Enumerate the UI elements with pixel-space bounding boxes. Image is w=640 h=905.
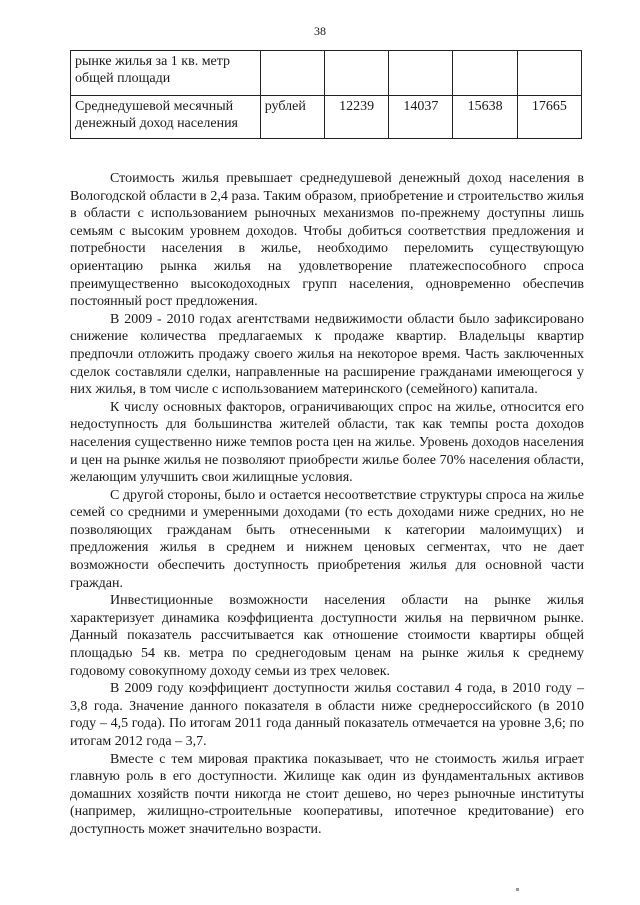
- table-cell: [324, 51, 388, 96]
- row-unit: [260, 51, 324, 96]
- row-label: Среднедушевой месячный денежный доход населения: [71, 96, 261, 139]
- scan-speck: [516, 888, 519, 891]
- table-row: [71, 96, 582, 139]
- table-cell: [453, 51, 517, 96]
- table-cell: [389, 51, 453, 96]
- paragraph: Вместе с тем мировая практика показывает, что не стоимость жилья играет главную роль в его доступности. Жилище как один из фундаментальных активов домашних хозяйств почти никогда не стоит дешево, но через рыночные институты (например, жилищно-строительные кооперативы, ипотечное кредитование) его доступность может значительно возрасти.: [70, 751, 584, 837]
- table-cell: 12239: [324, 96, 388, 139]
- paragraph: С другой стороны, было и остается несоответствие структуры спроса на жилье семей со средними и умеренными доходами (то есть доходами ниже средних, но не позволяющих гражданам быть отнесенными к категории малоимущих) и предложения жилья в среднем и нижнем ценовых сегментах, что не дает возможности обеспечить доступность приобретения жилья для основной части граждан.: [70, 487, 584, 591]
- data-table: [70, 50, 582, 139]
- paragraph: Стоимость жилья превышает среднедушевой денежный доход населения в Вологодской области в 2,4 раза. Таким образом, приобретение и строительство жилья в области с использованием рыночных механизмов по-прежнему доступны лишь семьям с высоким уровнем доходов. Чтобы добиться соответствия предложения и потребности населения в жилье, необходимо переломить существующую ориентацию рынка жилья на удовлетворение платежеспособного спроса преимущественно высокодоходных групп населения, одновременно обеспечив постоянный рост предложения.: [70, 171, 584, 310]
- row-unit: рублей: [260, 96, 324, 139]
- page-number: 38: [314, 24, 326, 38]
- paragraph: В 2009 - 2010 годах агентствами недвижимости области было зафиксировано снижение количества предлагаемых к продаже квартир. Владельцы квартир предпочли отложить продажу своего жилья на некоторое время. Часть заключенных сделок составляли сделки, направленные на расширение гражданами имеющегося у них жилья, в том числе с использованием материнского (семейного) капитала.: [70, 311, 584, 398]
- row-label: рынке жилья за 1 кв. метр общей площади: [71, 51, 261, 96]
- paragraph: Инвестиционные возможности населения области на рынке жилья характеризует динамика коэффициента доступности жилья на первичном рынке. Данный показатель рассчитывается как отношение стоимости квартиры общей площадью 54 кв. метра по среднегодовым ценам на рынке жилья к среднему годовому совокупному доходу семьи из трех человек.: [70, 593, 584, 679]
- table-cell: 15638: [453, 96, 517, 139]
- table-cell: [517, 51, 581, 96]
- paragraph: К числу основных факторов, ограничивающих спрос на жилье, относится его недоступность для большинства жителей области, так как темпы роста доходов населения существенно ниже темпов роста цен на жилье. Уровень доходов населения и цен на рынке жилья не позволяют приобрести жилье более 70% населения области, желающим улучшить свои жилищные условия.: [70, 399, 584, 486]
- body-text: [70, 170, 584, 839]
- paragraph: В 2009 году коэффициент доступности жилья составил 4 года, в 2010 году – 3,8 года. Значение данного показателя в области ниже среднероссийского (в 2010 году – 4,5 года). По итогам 2011 года данный показатель отмечается на уровне 3,6; по итогам 2012 года – 3,7.: [70, 681, 584, 749]
- table-cell: 17665: [517, 96, 581, 139]
- table-cell: 14037: [389, 96, 453, 139]
- table-row: [71, 51, 582, 96]
